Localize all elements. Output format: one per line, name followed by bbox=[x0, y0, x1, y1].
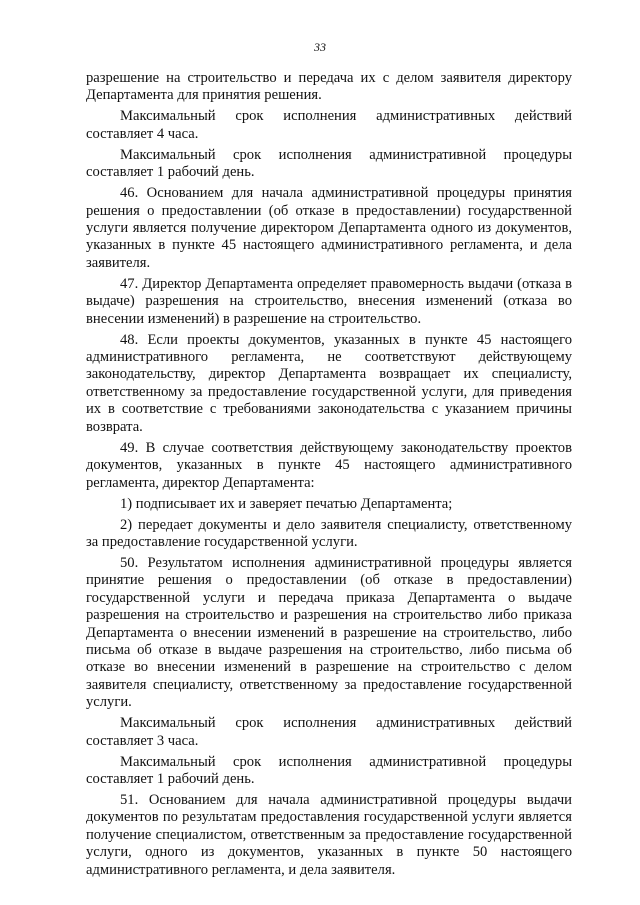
list-item-49-1: 1) подписывает их и заверяет печатью Департамента; bbox=[120, 495, 453, 512]
paragraph-47: 47. Директор Департамента определяет правомерность выдачи (отказа в выдаче) разрешения на строительство, внесения изменений (отказа во внесении изменений) в разрешение на строительство. bbox=[86, 275, 572, 327]
page-number: 33 bbox=[314, 40, 326, 54]
paragraph-49: 49. В случае соответствия действующему законодательству проектов документов, указанных в пункте 45 настоящего административного регламента, директор Департамента: bbox=[86, 439, 572, 491]
paragraph-continuation: разрешение на строительство и передача их с делом заявителя директору Департамента для принятия решения. bbox=[86, 70, 572, 104]
list-item-49-2: 2) передает документы и дело заявителя специалисту, ответственному за предоставление государственной услуги. bbox=[86, 516, 572, 550]
paragraph-max-time-actions-4h: Максимальный срок исполнения административных действий составляет 4 часа. bbox=[86, 108, 572, 142]
paragraph-max-time-actions-3h: Максимальный срок исполнения административных действий составляет 3 часа. bbox=[86, 715, 572, 749]
paragraph-max-time-procedure-1d-2: Максимальный срок исполнения административной процедуры составляет 1 рабочий день. bbox=[86, 753, 572, 787]
paragraph-51: 51. Основанием для начала административной процедуры выдачи документов по результатам предоставления государственной услуги является получение специалистом, ответственным за предоставление государственной услуги, одного из документов, указанных в пункте 50 настоящего административного регламента, и дела заявителя. bbox=[86, 791, 572, 878]
document-body bbox=[86, 70, 572, 883]
paragraph-max-time-procedure-1d: Максимальный срок исполнения административной процедуры составляет 1 рабочий день. bbox=[86, 146, 572, 181]
paragraph-46: 46. Основанием для начала административной процедуры принятия решения о предоставлении (об отказе в предоставлении) государственной услуги является получение директором Департамента одного из документов, указанных в пункте 45 настоящего административного регламента, и дела заявителя. bbox=[86, 185, 572, 271]
paragraph-50: 50. Результатом исполнения административной процедуры является принятие решения о предоставлении (об отказе в предоставлении) государственной услуги и передача приказа Департамента о выдаче разрешения на строительство и разрешения на строительство либо приказа Департамента о внесении изменений в разрешение на строительство, либо письма об отказе в выдаче разрешения на строительство, либо письма об отказе во внесении изменений в разрешение на строительство с делом заявителя специалисту, ответственному за предоставление государственной услуги. bbox=[86, 554, 572, 711]
paragraph-48: 48. Если проекты документов, указанных в пункте 45 настоящего административного регламента, не соответствуют действующему законодательству, директор Департамента возвращает их специалисту, ответственному за предоставление государственной услуги, для приведения их в соответствие с требованиями законодательства с указанием причины возврата. bbox=[86, 331, 572, 435]
